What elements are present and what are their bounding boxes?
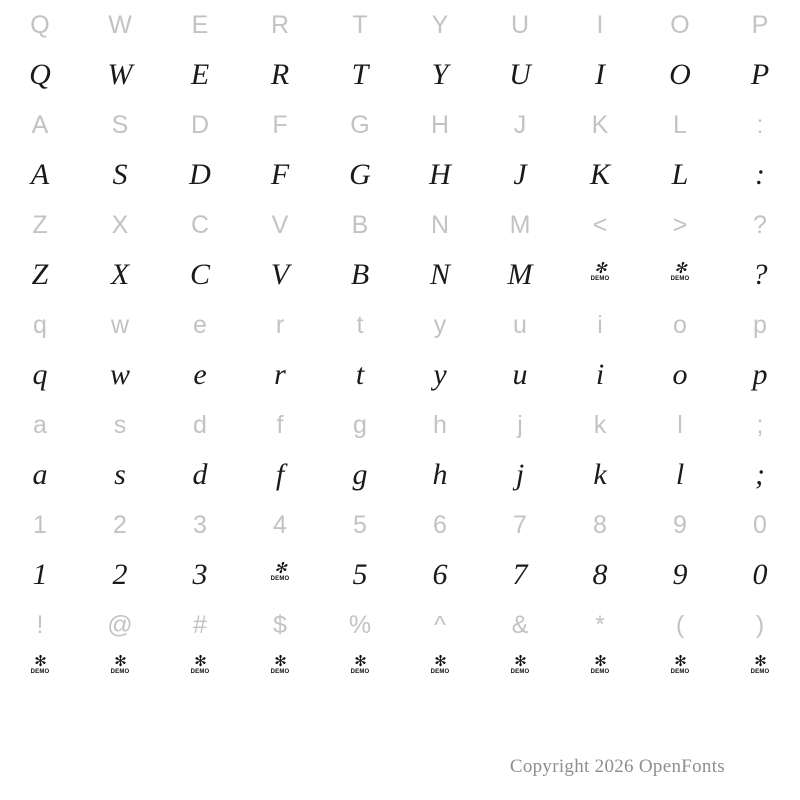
- demo-stamp-cell: [240, 645, 320, 695]
- key-cell: ;: [756, 411, 764, 439]
- demo-stamp-cell: [0, 645, 80, 695]
- glyph-cell: Q: [29, 58, 51, 91]
- key-cell: R: [270, 11, 290, 39]
- key-cell: r: [275, 311, 285, 339]
- demo-flower-icon: [425, 655, 455, 685]
- glyph-cell: L: [671, 158, 689, 191]
- demo-stamp-cell: [720, 645, 800, 695]
- key-cell: 6: [433, 511, 447, 539]
- glyph-cell: M: [507, 258, 533, 291]
- demo-stamp-row: [0, 645, 800, 695]
- key-cell: 2: [113, 511, 127, 539]
- glyph-cell: G: [349, 158, 371, 191]
- glyph-cell: j: [515, 458, 525, 491]
- glyph-cell: A: [30, 158, 50, 191]
- demo-petals: ✻: [594, 261, 606, 278]
- glyph-cell: r: [274, 358, 286, 391]
- demo-label: DEMO: [590, 669, 610, 675]
- glyph-cell: 5: [352, 558, 368, 591]
- key-cell: q: [33, 311, 47, 339]
- key-cell: U: [510, 11, 530, 39]
- key-cell: C: [190, 211, 210, 239]
- key-cell: #: [193, 611, 207, 639]
- demo-flower-icon: [105, 655, 135, 685]
- key-cell: u: [513, 311, 527, 339]
- demo-label: DEMO: [30, 669, 50, 675]
- glyph-cell: q: [32, 358, 48, 391]
- sample-row-asdf-lower: [0, 450, 800, 500]
- key-cell: M: [509, 211, 531, 239]
- key-cell: d: [193, 411, 207, 439]
- demo-stamp-cell: [80, 645, 160, 695]
- key-row-symbols: [0, 600, 800, 650]
- key-cell: H: [430, 111, 450, 139]
- demo-label: DEMO: [430, 669, 450, 675]
- glyph-cell: s: [114, 458, 126, 491]
- demo-label: DEMO: [190, 669, 210, 675]
- key-cell: @: [107, 611, 133, 639]
- glyph-cell: i: [595, 358, 605, 391]
- glyph-cell: T: [351, 58, 369, 91]
- demo-petals: ✻: [674, 653, 686, 670]
- key-cell: L: [673, 111, 687, 139]
- key-row-qwerty-lower: [0, 300, 800, 350]
- key-cell: %: [348, 611, 372, 639]
- key-cell: i: [597, 311, 603, 339]
- key-cell: *: [595, 611, 605, 639]
- glyph-cell: 1: [32, 558, 48, 591]
- demo-stamp-cell: [560, 250, 640, 300]
- demo-petals: ✻: [114, 653, 126, 670]
- key-cell: P: [751, 11, 769, 39]
- key-cell: :: [756, 111, 764, 139]
- key-cell: l: [677, 411, 683, 439]
- demo-stamp-cell: [640, 250, 720, 300]
- key-cell: &: [511, 611, 529, 639]
- glyph-cell: O: [669, 58, 691, 91]
- demo-label: DEMO: [350, 669, 370, 675]
- glyph-cell: f: [275, 458, 285, 491]
- demo-stamp-cell: [560, 645, 640, 695]
- key-cell: X: [111, 211, 129, 239]
- key-cell: t: [356, 311, 364, 339]
- demo-label: DEMO: [270, 669, 290, 675]
- key-cell: 5: [353, 511, 367, 539]
- key-cell: 3: [193, 511, 207, 539]
- key-cell: ^: [434, 611, 446, 639]
- key-cell: N: [430, 211, 450, 239]
- glyph-cell: w: [109, 358, 130, 391]
- key-cell: I: [596, 11, 604, 39]
- demo-petals: ✻: [194, 653, 206, 670]
- glyph-cell: P: [750, 58, 770, 91]
- demo-label: DEMO: [110, 669, 130, 675]
- glyph-cell: k: [593, 458, 607, 491]
- glyph-cell: l: [675, 458, 685, 491]
- demo-flower-icon: [265, 562, 295, 592]
- demo-petals: ✻: [674, 261, 686, 278]
- demo-flower-icon: [585, 262, 615, 292]
- key-cell: D: [190, 111, 210, 139]
- key-cell: !: [36, 611, 44, 639]
- glyph-cell: e: [193, 358, 207, 391]
- copyright-text: Copyright 2026 OpenFonts: [509, 756, 725, 777]
- sample-row-qwerty-lower: [0, 350, 800, 400]
- glyph-cell: ;: [755, 458, 765, 491]
- demo-label: DEMO: [670, 276, 690, 283]
- glyph-cell: 9: [672, 558, 688, 591]
- glyph-cell: K: [589, 158, 610, 191]
- key-cell: a: [33, 411, 47, 439]
- demo-flower-icon: [585, 655, 615, 685]
- demo-stamp-cell: [160, 645, 240, 695]
- key-row-zxcv: [0, 200, 800, 250]
- glyph-cell: V: [270, 258, 290, 291]
- key-cell: J: [513, 111, 527, 139]
- key-cell: k: [593, 411, 607, 439]
- sample-row-asdf: [0, 150, 800, 200]
- key-cell: ): [755, 611, 765, 639]
- glyph-cell: J: [513, 158, 527, 191]
- glyph-cell: U: [509, 58, 531, 91]
- key-cell: ?: [753, 211, 767, 239]
- key-cell: G: [350, 111, 370, 139]
- demo-flower-icon: [665, 655, 695, 685]
- demo-label: DEMO: [670, 669, 690, 675]
- glyph-cell: C: [189, 258, 210, 291]
- key-cell: w: [110, 311, 130, 339]
- key-cell: 0: [753, 511, 767, 539]
- demo-petals: ✻: [274, 653, 286, 670]
- glyph-cell: X: [110, 258, 130, 291]
- glyph-cell: g: [352, 458, 368, 491]
- key-cell: A: [31, 111, 49, 139]
- demo-petals: ✻: [274, 561, 286, 578]
- glyph-cell: E: [190, 58, 210, 91]
- demo-stamp-cell: [240, 550, 320, 600]
- key-cell: y: [433, 311, 447, 339]
- key-row-asdf: [0, 100, 800, 150]
- demo-flower-icon: [665, 262, 695, 292]
- sample-row-zxcv: [0, 250, 800, 300]
- demo-flower-icon: [185, 655, 215, 685]
- glyph-cell: d: [192, 458, 208, 491]
- demo-flower-icon: [345, 655, 375, 685]
- footer: [0, 756, 800, 778]
- glyph-cell: t: [355, 358, 365, 391]
- key-cell: >: [672, 211, 688, 239]
- glyph-cell: 8: [592, 558, 608, 591]
- demo-flower-icon: [745, 655, 775, 685]
- key-cell: p: [753, 311, 767, 339]
- sample-row-digits: [0, 550, 800, 600]
- key-cell: Z: [32, 211, 48, 239]
- demo-petals: ✻: [754, 653, 766, 670]
- glyph-cell: D: [189, 158, 211, 191]
- demo-petals: ✻: [354, 653, 366, 670]
- key-cell: (: [675, 611, 685, 639]
- glyph-cell: Z: [31, 258, 49, 291]
- glyph-cell: o: [672, 358, 688, 391]
- glyph-cell: B: [350, 258, 370, 291]
- demo-stamp-cell: [480, 645, 560, 695]
- key-cell: B: [351, 211, 369, 239]
- glyph-cell: ?: [752, 258, 768, 291]
- glyph-cell: 2: [112, 558, 128, 591]
- glyph-cell: H: [429, 158, 451, 191]
- demo-label: DEMO: [270, 576, 290, 583]
- demo-flower-icon: [25, 655, 55, 685]
- key-cell: 9: [673, 511, 687, 539]
- key-cell: O: [670, 11, 690, 39]
- key-cell: 4: [273, 511, 287, 539]
- key-cell: F: [272, 111, 288, 139]
- demo-stamp-cell: [400, 645, 480, 695]
- key-cell: g: [353, 411, 367, 439]
- glyph-cell: u: [512, 358, 528, 391]
- key-cell: E: [191, 11, 209, 39]
- glyph-cell: 7: [512, 558, 528, 591]
- key-cell: S: [111, 111, 129, 139]
- key-cell: 7: [513, 511, 527, 539]
- key-cell: e: [193, 311, 207, 339]
- glyph-cell: h: [432, 458, 448, 491]
- glyph-cell: 3: [192, 558, 208, 591]
- glyph-cell: 6: [432, 558, 448, 591]
- demo-petals: ✻: [34, 653, 46, 670]
- key-cell: h: [433, 411, 447, 439]
- glyph-cell: F: [270, 158, 290, 191]
- key-cell: Y: [431, 11, 449, 39]
- glyph-cell: I: [595, 58, 605, 91]
- key-cell: 1: [33, 511, 47, 539]
- key-cell: <: [592, 211, 608, 239]
- key-cell: T: [352, 11, 368, 39]
- demo-petals: ✻: [594, 653, 606, 670]
- sample-row-qwerty: [0, 50, 800, 100]
- glyph-cell: R: [270, 58, 290, 91]
- glyph-cell: N: [429, 258, 450, 291]
- glyph-cell: a: [32, 458, 48, 491]
- demo-flower-icon: [505, 655, 535, 685]
- demo-label: DEMO: [750, 669, 770, 675]
- key-cell: Q: [30, 11, 50, 39]
- demo-petals: ✻: [514, 653, 526, 670]
- key-cell: f: [276, 411, 284, 439]
- key-cell: V: [271, 211, 289, 239]
- glyph-cell: S: [112, 158, 128, 191]
- demo-stamp-cell: [640, 645, 720, 695]
- key-cell: o: [673, 311, 687, 339]
- key-cell: s: [113, 411, 127, 439]
- demo-label: DEMO: [590, 276, 610, 283]
- glyph-cell: :: [755, 158, 765, 191]
- glyph-cell: y: [433, 358, 447, 391]
- key-cell: 8: [593, 511, 607, 539]
- glyph-cell: Y: [431, 58, 449, 91]
- glyph-cell: 0: [752, 558, 768, 591]
- key-cell: W: [108, 11, 132, 39]
- demo-label: DEMO: [510, 669, 530, 675]
- key-cell: $: [273, 611, 287, 639]
- key-row-digits: [0, 500, 800, 550]
- demo-petals: ✻: [434, 653, 446, 670]
- demo-stamp-cell: [320, 645, 400, 695]
- key-row-asdf-lower: [0, 400, 800, 450]
- key-row-qwerty: [0, 0, 800, 50]
- key-cell: K: [591, 111, 609, 139]
- key-cell: j: [517, 411, 523, 439]
- glyph-cell: W: [107, 58, 133, 91]
- demo-flower-icon: [265, 655, 295, 685]
- glyph-cell: p: [752, 358, 768, 391]
